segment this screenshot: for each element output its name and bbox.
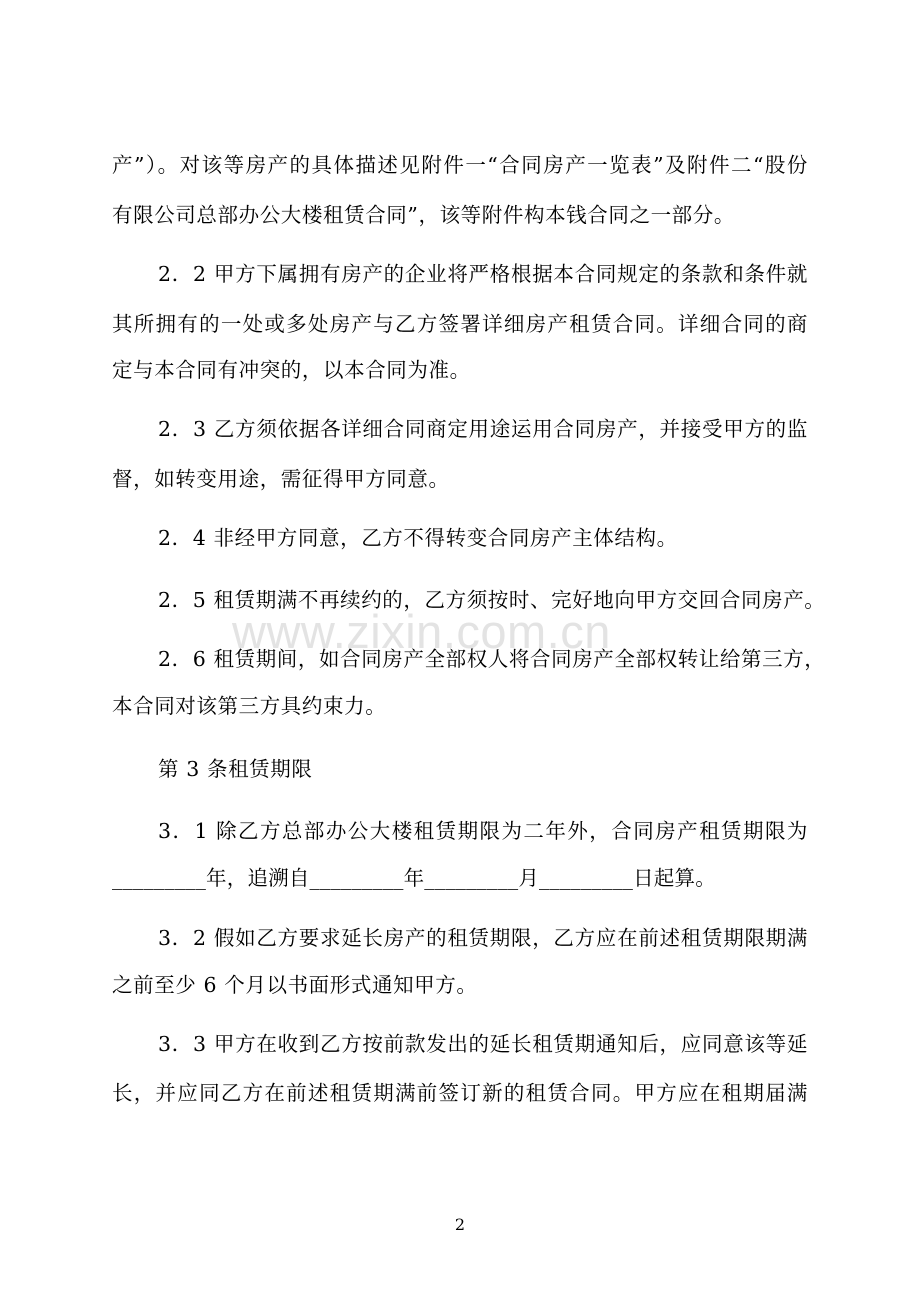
text-line: 产”）。对该等房产的具体描述见附件一“合同房产一览表”及附件二“股份 [112,153,808,177]
text-line: _________年，追溯自_________年_________月_________日起算。 [112,866,716,890]
section-heading: 第 3 条租赁期限 [158,757,313,781]
text-line: 其所拥有的一处或多处房产与乙方签署详细房产租赁合同。详细合同的商 [112,312,808,336]
text-line: 有限公司总部办公大楼租赁合同”，该等附件构本钱合同之一部分。 [112,203,735,227]
page-number: 2 [454,1215,466,1234]
text-line: 3．2 假如乙方要求延长房产的租赁期限，乙方应在前述租赁期限期满 [158,926,808,950]
watermark: www.zixin.com.cn [232,605,611,658]
text-line: 3．1 除乙方总部办公大楼租赁期限为二年外，合同房产租赁期限为 [158,819,808,843]
text-line: 之前至少 6 个月以书面形式通知甲方。 [112,973,478,997]
text-line: 长，并应同乙方在前述租赁期满前签订新的租赁合同。甲方应在租期届满 [112,1081,808,1105]
text-line: 2．3 乙方须依据各详细合同商定用途运用合同房产，并接受甲方的监 [158,417,808,441]
text-line: 2．6 租赁期间，如合同房产全部权人将合同房产全部权转让给第三方， [158,647,826,671]
text-line: 2．2 甲方下属拥有房产的企业将严格根据本合同规定的条款和条件就 [158,262,808,286]
text-line: 定与本合同有冲突的，以本合同为准。 [112,358,471,382]
text-line: 本合同对该第三方具约束力。 [112,694,387,718]
text-line: 2．4 非经甲方同意，乙方不得转变合同房产主体结构。 [158,526,678,550]
text-line: 3．3 甲方在收到乙方按前款发出的延长租赁期通知后，应同意该等延 [158,1032,808,1056]
text-line: 2．5 租赁期满不再续约的，乙方须按时、完好地向甲方交回合同房产。 [158,588,826,612]
text-line: 督，如转变用途，需征得甲方同意。 [112,467,450,491]
